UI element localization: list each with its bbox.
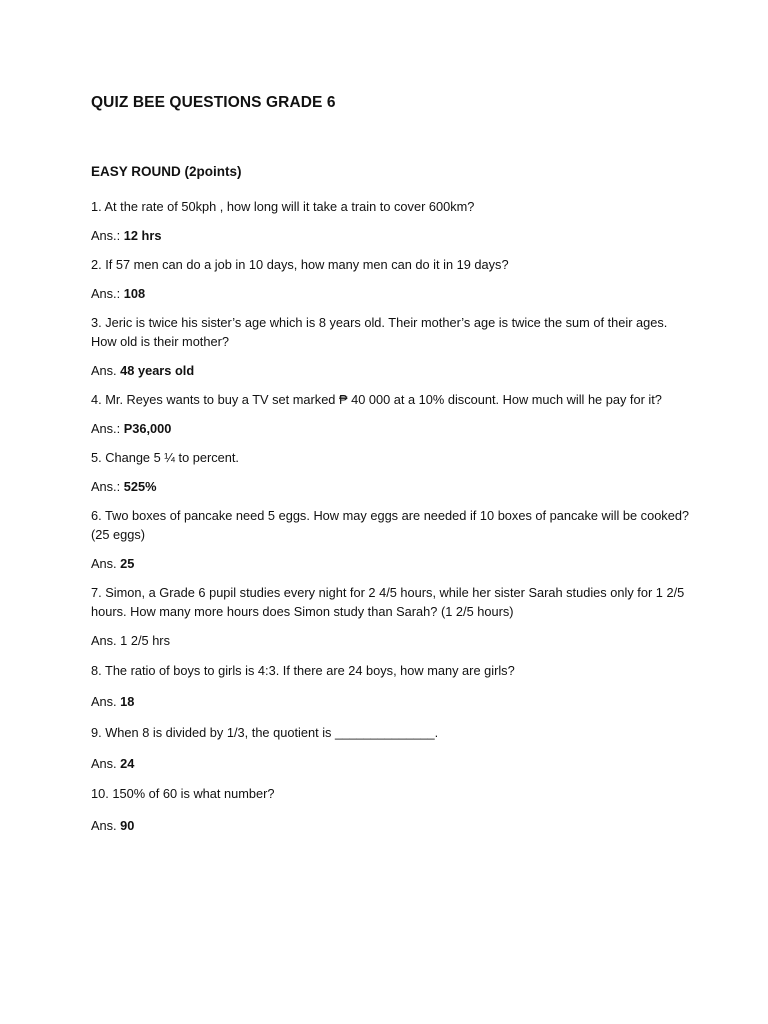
answer-5 [91,477,691,496]
answer-prefix: Ans. [91,556,117,571]
answer-8 [91,692,691,711]
document-title: QUIZ BEE QUESTIONS GRADE 6 [91,94,336,111]
answer-3 [91,361,691,380]
answer-value: 25 [120,556,135,571]
question-6: 6. Two boxes of pancake need 5 eggs. How may eggs are needed if 10 boxes of pancake will be cooked? (25 eggs) [91,508,690,542]
answer-prefix: Ans. [91,818,117,833]
answer-value: 24 [120,756,135,771]
answer-4 [91,419,691,438]
answer-value: 525% [123,479,157,494]
answer-prefix: Ans.: [91,421,121,436]
answer-10 [91,816,691,835]
answer-prefix: Ans.: [91,479,121,494]
question-1: 1. At the rate of 50kph , how long will it take a train to cover 600km? [91,199,475,214]
question-2: 2. If 57 men can do a job in 10 days, how many men can do it in 19 days? [91,257,509,272]
answer-value: 90 [120,818,135,833]
answer-prefix: Ans.: [91,228,121,243]
answer-value: P36,000 [123,421,172,436]
answer-prefix: Ans. [91,363,117,378]
question-9: 9. When 8 is divided by 1/3, the quotient is ______________. [91,725,439,740]
question-7: 7. Simon, a Grade 6 pupil studies every night for 2 4/5 hours, while her sister Sarah studies only for 1 2/5 hours. How many more hours does Simon study than Sarah? (1 2/5 hours) [91,585,685,619]
question-10: 10. 150% of 60 is what number? [91,786,275,801]
answer-1 [91,226,691,245]
answer-9 [91,754,691,773]
answer-prefix: Ans. [91,694,117,709]
answer-value: 1 2/5 hrs [120,633,170,648]
answer-prefix: Ans. [91,633,117,648]
answer-prefix: Ans. [91,756,117,771]
round-heading: EASY ROUND (2points) [91,164,242,179]
answer-6 [91,554,691,573]
answer-value: 18 [120,694,135,709]
answer-prefix: Ans.: [91,286,121,301]
answer-value: 12 hrs [123,228,162,243]
question-8: 8. The ratio of boys to girls is 4:3. If there are 24 boys, how many are girls? [91,663,515,678]
answer-value: 48 years old [120,363,195,378]
question-5: 5. Change 5 ¼ to percent. [91,450,239,465]
answer-7 [91,631,691,650]
question-3: 3. Jeric is twice his sister’s age which is 8 years old. Their mother’s age is twice the sum of their ages. How old is their mother? [91,315,668,349]
question-4: 4. Mr. Reyes wants to buy a TV set marked ₱ 40 000 at a 10% discount. How much will he pay for it? [91,392,662,407]
answer-value: 108 [123,286,146,301]
answer-2 [91,284,691,303]
